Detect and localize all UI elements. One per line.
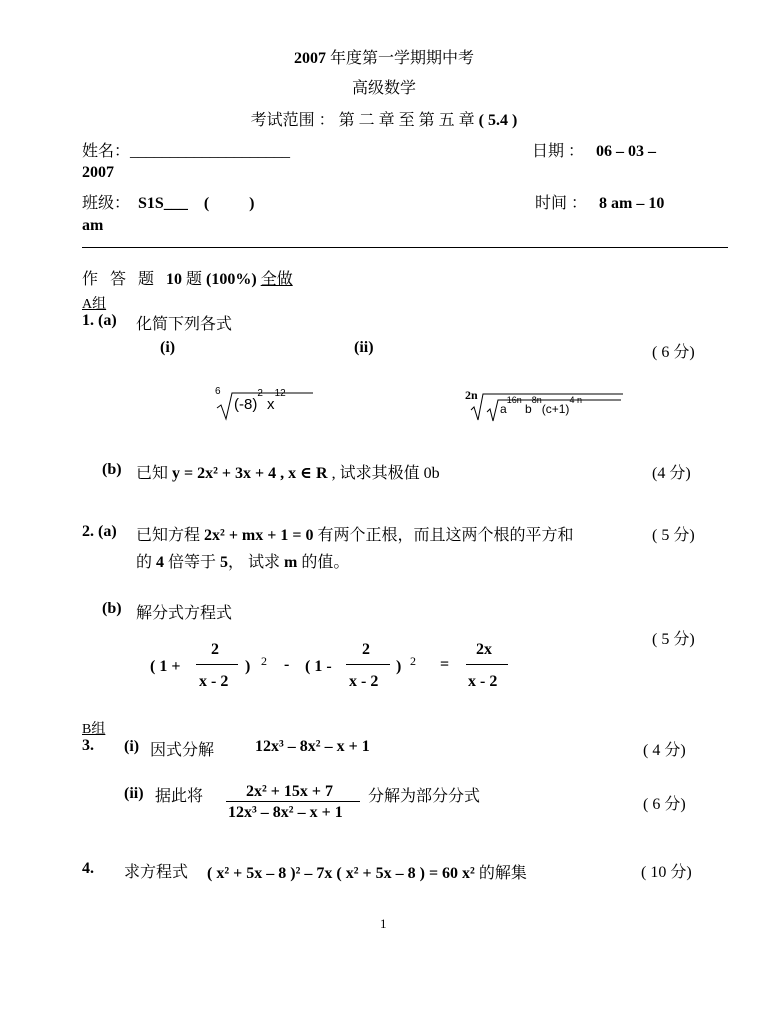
instr-prefix: 作 答 题 <box>82 271 167 288</box>
scope-code: ( 5.4 ) <box>478 112 518 129</box>
group-b-label: B组 <box>82 722 106 737</box>
date-year: 2007 <box>82 164 114 181</box>
time-label: 时间 ： <box>535 195 588 212</box>
q3i-math: 12x³ – 8x² – x + 1 <box>255 738 370 755</box>
q1b-marks: (4 分) <box>652 465 691 482</box>
q2b-marks: ( 5 分) <box>652 631 695 648</box>
eq-frac1-num: 2 <box>211 641 219 658</box>
instr-percent: (100%) <box>206 271 257 288</box>
eq-frac2-bar <box>346 664 390 665</box>
eq-rhs-bar <box>466 664 508 665</box>
date-value: 06 – 03 – <box>596 143 657 160</box>
q2a-marks: ( 5 分) <box>652 527 695 544</box>
eq-minus: - <box>284 656 290 673</box>
q1b-label: (b) <box>102 461 122 478</box>
instr-all: 全做 <box>260 271 293 288</box>
q2-number: 2. (a) <box>82 523 117 540</box>
q1-ii-root-index: 2n <box>465 388 478 402</box>
class-label: 班级： <box>82 195 131 212</box>
q1-i-expression <box>215 388 325 422</box>
eq-close2: ) <box>396 658 402 675</box>
q4-number: 4. <box>82 860 94 877</box>
eq-sq1: 2 <box>261 654 267 668</box>
q3i-text: 因式分解 <box>150 742 215 759</box>
q3ii-numerator: 2x² + 15x + 7 <box>246 783 334 800</box>
header-divider <box>82 247 728 248</box>
q1-ii-expression <box>463 388 633 424</box>
q1-i-root-index: 6 <box>215 386 221 397</box>
q3ii-denominator: 12x³ – 8x² – x + 1 <box>228 804 343 821</box>
time-field <box>535 190 664 213</box>
q3ii-fraction-bar <box>226 801 360 802</box>
q3ii-rest: 分解为部分分式 <box>368 788 481 805</box>
eq-close1: ) <box>245 658 251 675</box>
class-paren: ( ) <box>203 195 255 212</box>
q2a-line1: 已知方程 2x² + mx + 1 = 0 有两个正根，而且这两个根的平方和 <box>136 527 574 544</box>
eq-open-minus: ( 1 - <box>305 658 332 675</box>
q4-text: 求方程式 <box>124 864 189 881</box>
instr-count: 10 <box>166 271 183 288</box>
group-a-label: A组 <box>82 297 107 312</box>
class-value: S1S___ <box>138 195 188 212</box>
q1a-marks: ( 6 分) <box>652 344 695 361</box>
q1b-text: 已知 y = 2x² + 3x + 4 , x ∈ R , 试求其极值 0b <box>136 465 440 482</box>
time-value: 8 am – 10 <box>599 195 665 212</box>
q1-number: 1. (a) <box>82 312 117 329</box>
scope-label: 考试范围 ： 第 二 章 至 第 五 章 <box>250 112 479 129</box>
instructions <box>82 266 293 289</box>
q3-number: 3. <box>82 737 94 754</box>
title-year: 2007 <box>293 50 326 67</box>
title-rest: 年度第一学期期中考 <box>325 50 474 67</box>
name-field <box>82 138 290 161</box>
instr-suffix: 题 <box>182 271 207 288</box>
q1-ii-radicand: $a^{16n}$ $b^{8n}(c+1)^{4 n}$ <box>500 395 582 416</box>
eq-sq2: 2 <box>410 654 416 668</box>
q3ii-label: (ii) <box>124 785 144 802</box>
name-blank: ____________________ <box>130 143 291 160</box>
eq-rhs-num: 2x <box>476 641 492 658</box>
page-number: 1 <box>380 916 387 931</box>
class-field <box>82 190 254 213</box>
q3i-marks: ( 4 分) <box>643 742 686 759</box>
q4-marks: ( 10 分) <box>641 864 692 881</box>
eq-frac2-num: 2 <box>362 641 370 658</box>
eq-equals: = <box>440 656 450 673</box>
q2a-line2: 的 4 倍等于 5， 试求 m 的值。 <box>136 554 350 571</box>
date-label: 日期 ： <box>532 143 585 160</box>
q3ii-marks: ( 6 分) <box>643 796 686 813</box>
q3i-label: (i) <box>124 738 140 755</box>
eq-frac2-den: x - 2 <box>349 673 379 690</box>
name-label: 姓名： <box>82 143 131 160</box>
eq-frac1-den: x - 2 <box>199 673 229 690</box>
exam-subject: 高级数学 <box>351 80 416 97</box>
q1-i-radicand: $(-8)^2$ $x^{12}$ <box>234 388 286 413</box>
time-cont: am <box>82 217 104 234</box>
q1-i-label: (i) <box>160 339 176 356</box>
exam-title <box>0 45 768 68</box>
q1-ii-label: (ii) <box>354 339 374 356</box>
q4-equation: ( x² + 5x – 8 )² – 7x ( x² + 5x – 8 ) = 60 x² 的解集 <box>207 865 527 882</box>
q2b-label: (b) <box>102 600 122 617</box>
eq-frac1-bar <box>196 664 238 665</box>
q1-text: 化简下列各式 <box>136 316 233 333</box>
eq-open-plus: ( 1 + <box>150 658 181 675</box>
exam-scope <box>0 107 768 130</box>
eq-rhs-den: x - 2 <box>468 673 498 690</box>
q2b-text: 解分式方程式 <box>136 605 233 622</box>
date-field <box>532 138 656 161</box>
q3ii-text: 据此将 <box>155 788 204 805</box>
